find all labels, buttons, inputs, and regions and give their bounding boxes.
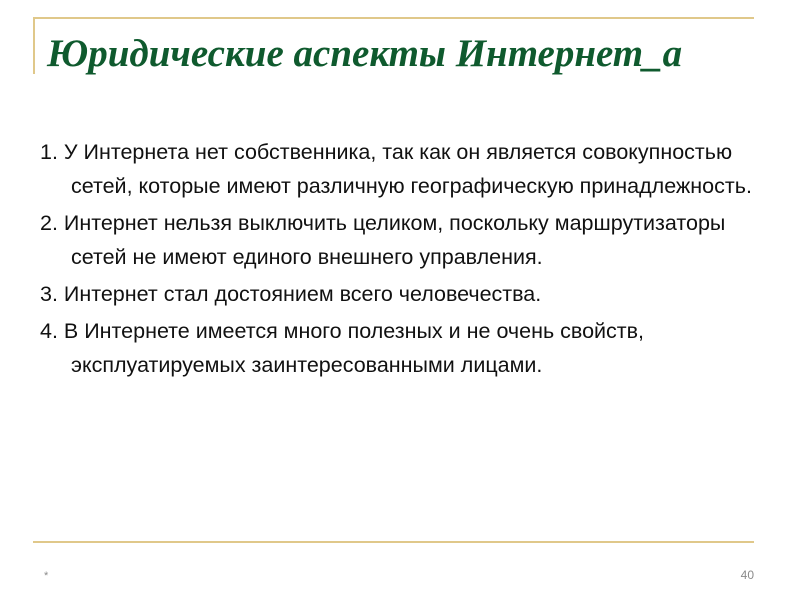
list-item-1: 1. У Интернета нет собственника, так как он является совокупностью сетей, которые имеют различную географическую принадлежность.: [40, 140, 752, 198]
list-item-2: 2. Интернет нельзя выключить целиком, поскольку маршрутизаторы сетей не имеют единого внешнего управления.: [40, 211, 726, 269]
page-number: 40: [740, 568, 754, 582]
bottom-rule: [33, 541, 754, 543]
bullet-list: [40, 135, 760, 385]
list-item-3: 3. Интернет стал достоянием всего человечества.: [40, 282, 542, 306]
left-rule: [33, 17, 35, 74]
list-item-4: 4. В Интернете имеется много полезных и не очень свойств, эксплуатируемых заинтересованными лицами.: [40, 319, 645, 377]
footer-marker: *: [44, 570, 49, 582]
slide-title: Юридические аспекты Интернет_а: [47, 32, 683, 75]
top-rule: [33, 17, 754, 19]
